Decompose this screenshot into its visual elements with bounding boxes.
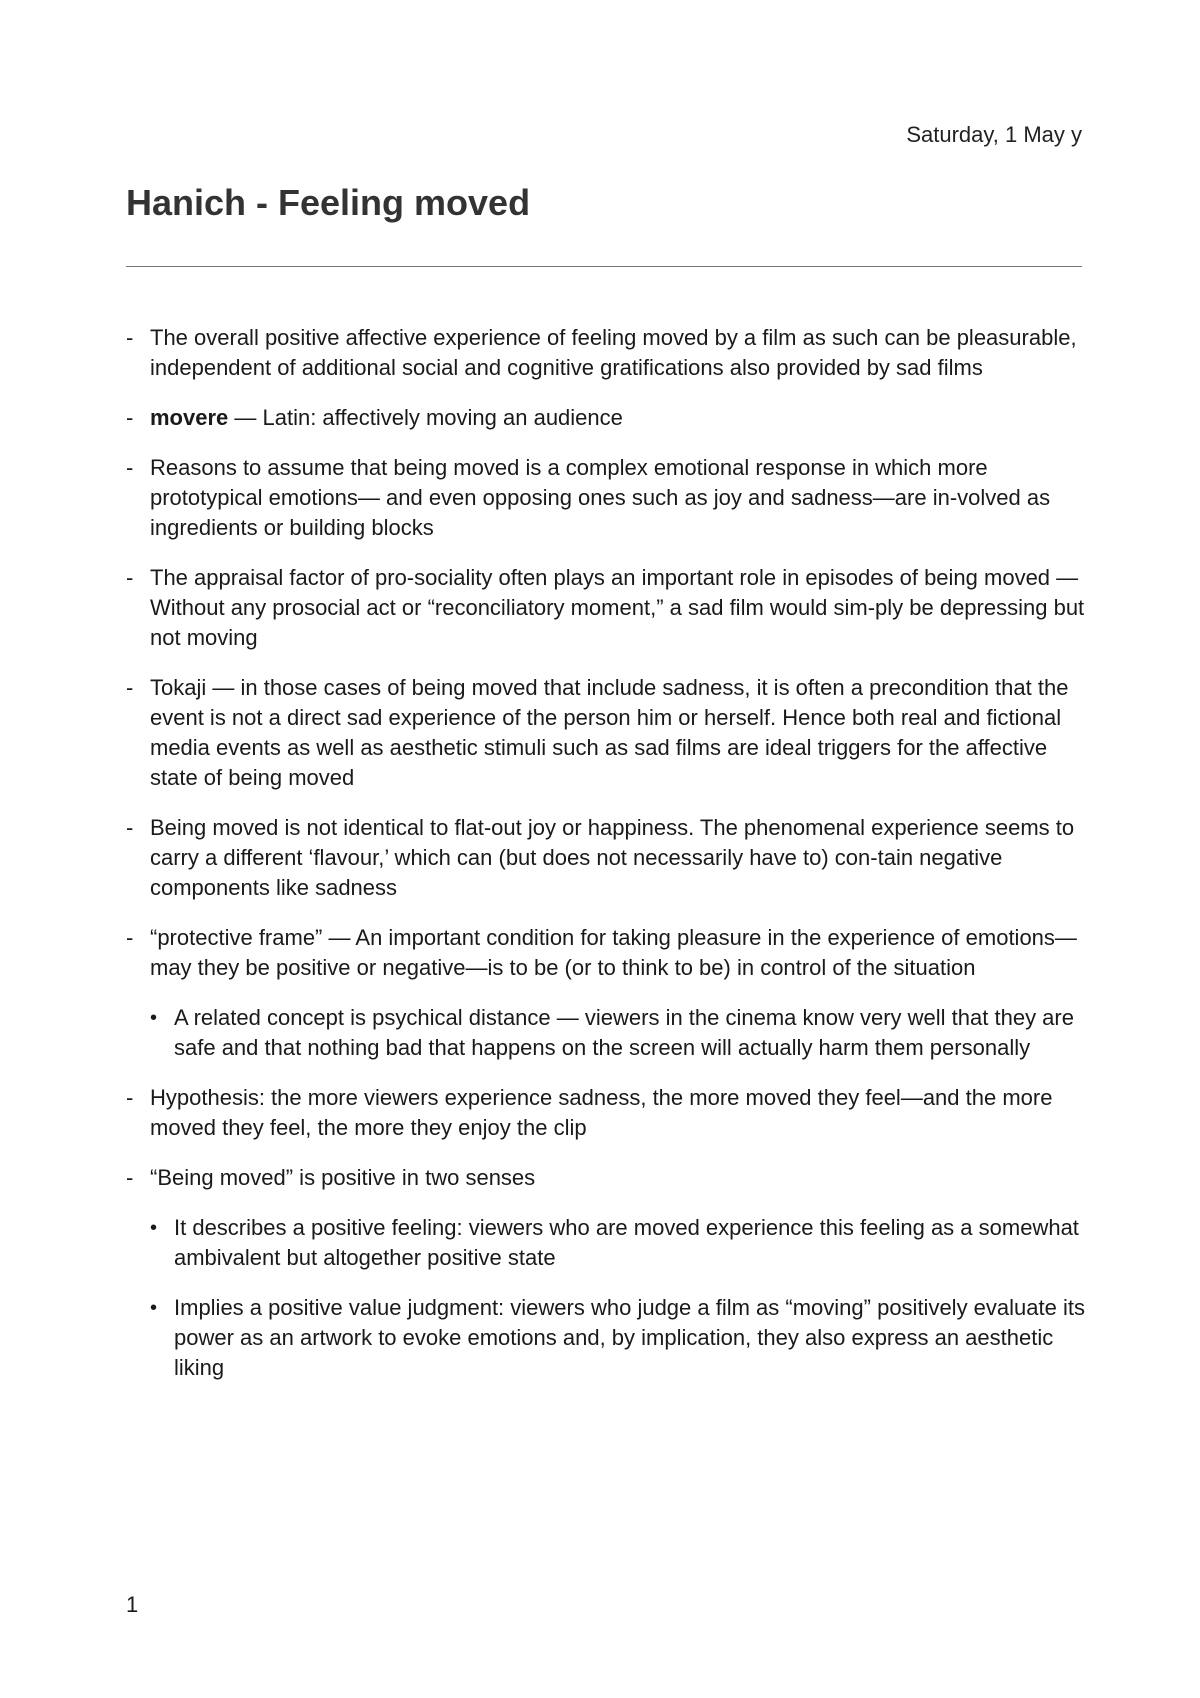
list-item-text: Tokaji — in those cases of being moved that include sadness, it is often a precondition that the event is not a direct sad experience of the person him or herself. Hence both real and fictional media events as well as aesthetic stimuli such as sad films are ideal triggers for the affective state of being moved <box>150 675 1069 790</box>
list-item <box>126 813 1086 903</box>
list-item-text: A related concept is psychical distance — viewers in the cinema know very well that they are safe and that nothing bad that happens on the screen will actually harm them personally <box>174 1005 1074 1060</box>
note-date: Saturday, 1 May y <box>906 122 1082 147</box>
list-item-text: Hypothesis: the more viewers experience sadness, the more moved they feel—and the more moved they feel, the more they enjoy the clip <box>150 1085 1053 1140</box>
title-divider <box>126 266 1082 267</box>
list-item-text: — Latin: affectively moving an audience <box>228 405 623 430</box>
page-title: Hanich - Feeling moved <box>126 182 531 223</box>
list-item <box>126 923 1086 983</box>
dash-marker: - <box>126 1085 134 1110</box>
list-item <box>126 1163 1086 1193</box>
sub-list-item <box>150 1213 1086 1273</box>
dash-marker: - <box>126 1165 134 1190</box>
list-item-text: Implies a positive value judgment: viewers who judge a film as “moving” positively evaluate its power as an artwork to evoke emotions and, by implication, they also express an aesthetic liking <box>174 1295 1085 1380</box>
sub-list-item <box>150 1293 1086 1383</box>
term-bold: movere <box>150 405 229 430</box>
list-item-text: Reasons to assume that being moved is a complex emotional response in which more prototypical emotions— and even opposing ones such as joy and sadness—are in-volved as ingredients or building blocks <box>150 455 1051 540</box>
dash-marker: - <box>126 925 134 950</box>
list-item <box>126 563 1086 653</box>
list-item <box>126 323 1086 383</box>
list-item <box>126 1083 1086 1143</box>
list-item-text: The overall positive affective experience of feeling moved by a film as such can be pleasurable, independent of additional social and cognitive gratifications also provided by sad films <box>150 325 1077 380</box>
list-item-text: Being moved is not identical to flat-out joy or happiness. The phenomenal experience seems to carry a different ‘flavour,’ which can (but does not necessarily have to) con-tain negative components like sadness <box>150 815 1075 900</box>
list-item-text: It describes a positive feeling: viewers who are moved experience this feeling as a somewhat ambivalent but altogether positive state <box>174 1215 1079 1270</box>
list-item <box>126 673 1086 793</box>
dash-marker: - <box>126 675 134 700</box>
dash-marker: - <box>126 405 134 430</box>
list-item <box>126 453 1086 543</box>
dash-marker: - <box>126 565 134 590</box>
bullet-marker: • <box>150 1007 158 1029</box>
list-item-text: The appraisal factor of pro-sociality often plays an important role in episodes of being moved — Without any prosocial act or “reconciliatory moment,” a sad film would sim-ply be depressing but not moving <box>150 565 1085 650</box>
list-item <box>126 403 1086 433</box>
page-number: 1 <box>126 1592 139 1617</box>
list-item-text: “Being moved” is positive in two senses <box>150 1165 536 1190</box>
dash-marker: - <box>126 455 134 480</box>
bullet-marker: • <box>150 1217 158 1239</box>
sub-list-item <box>150 1003 1086 1063</box>
notes-list <box>126 323 1086 1403</box>
list-item-text: “protective frame” — An important condition for taking pleasure in the experience of emotions—may they be positive or negative—is to be (or to think to be) in control of the situation <box>150 925 1077 980</box>
dash-marker: - <box>126 325 134 350</box>
dash-marker: - <box>126 815 134 840</box>
bullet-marker: • <box>150 1297 158 1319</box>
